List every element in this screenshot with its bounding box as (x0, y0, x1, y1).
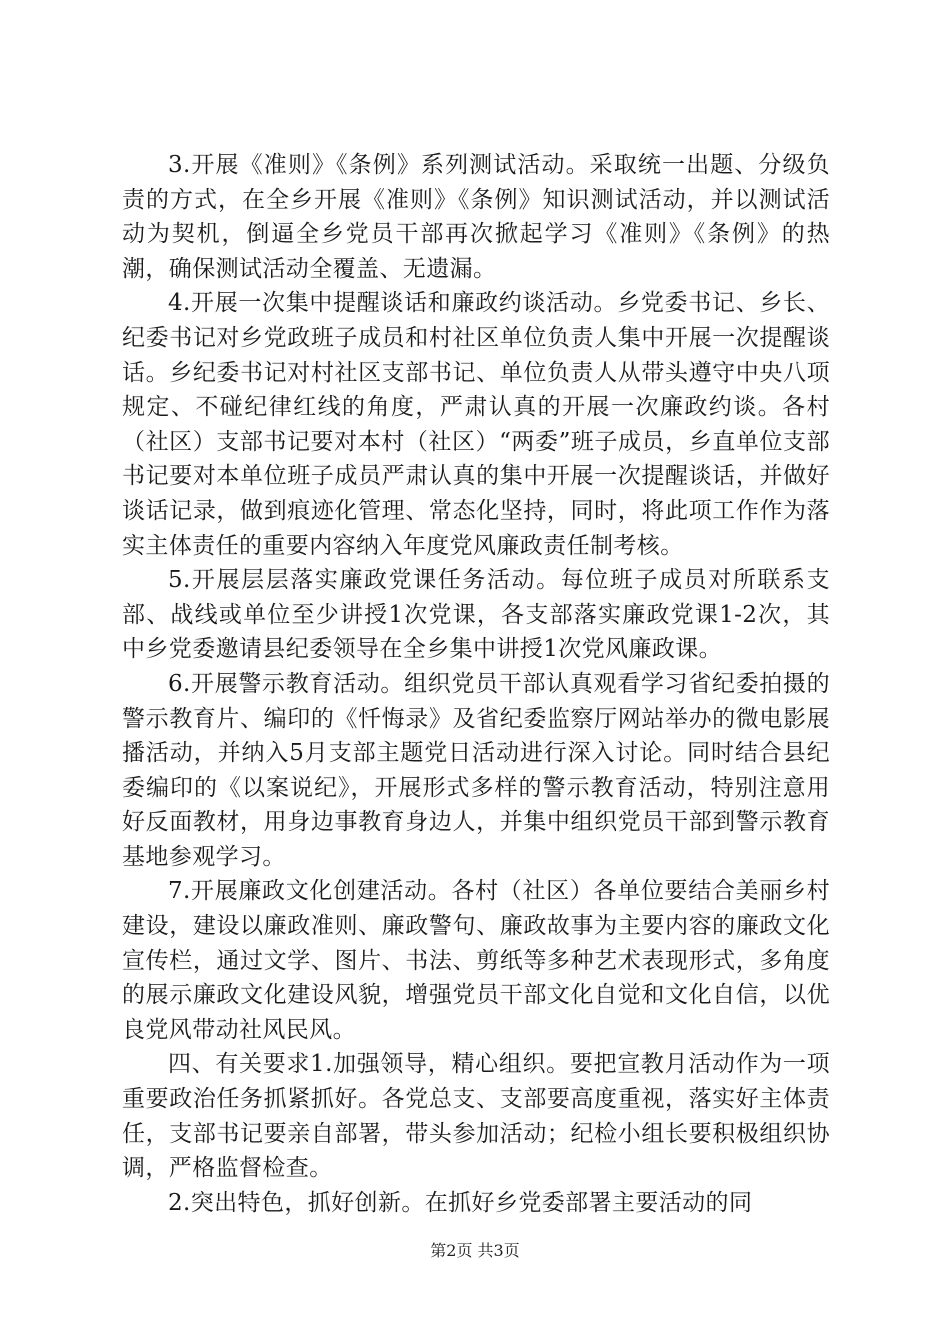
paragraph-item-3: 3.开展《准则》《条例》系列测试活动。采取统一出题、分级负责的方式，在全乡开展《准则》《条例》知识测试活动，并以测试活动为契机，倒逼全乡党员干部再次掀起学习《准则》《条例》的热潮，确保测试活动全覆盖、无遗漏。 (122, 152, 830, 282)
paragraph-item-7: 7.开展廉政文化创建活动。各村（社区）各单位要结合美丽乡村建设，建设以廉政准则、廉政警句、廉政故事为主要内容的廉政文化宣传栏，通过文学、图片、书法、剪纸等多种艺术表现形式，多角度的展示廉政文化建设风貌，增强党员干部文化自觉和文化自信，以优良党风带动社风民风。 (122, 878, 830, 1043)
paragraph-item-4: 4.开展一次集中提醒谈话和廉政约谈活动。乡党委书记、乡长、纪委书记对乡党政班子成员和村社区单位负责人集中开展一次提醒谈话。乡纪委书记对村社区支部书记、单位负责人从带头遵守中央八项规定、不碰纪律红线的角度，严肃认真的开展一次廉政约谈。各村（社区）支部书记要对本村（社区）“两委”班子成员，乡直单位支部书记要对本单位班子成员严肃认真的集中开展一次提醒谈话，并做好谈话记录，做到痕迹化管理、常态化坚持，同时，将此项工作作为落实主体责任的重要内容纳入年度党风廉政责任制考核。 (122, 290, 830, 559)
paragraph-requirements: 四、有关要求1.加强领导，精心组织。要把宣教月活动作为一项重要政治任务抓紧抓好。各党总支、支部要高度重视，落实好主体责任，支部书记要亲自部署，带头参加活动；纪检小组长要积极组织协调，严格监督检查。 (122, 1051, 830, 1182)
paragraph-item-6: 6.开展警示教育活动。组织党员干部认真观看学习省纪委拍摄的警示教育片、编印的《忏悔录》及省纪委监察厅网站举办的微电影展播活动，并纳入5月支部主题党日活动进行深入讨论。同时结合县纪委编印的《以案说纪》，开展形式多样的警示教育活动，特别注意用好反面教材，用身边事教育身边人，并集中组织党员干部到警示教育基地参观学习。 (122, 670, 830, 870)
page-footer: 第2页 共3页 (430, 1241, 520, 1260)
paragraph-requirement-2: 2.突出特色，抓好创新。在抓好乡党委部署主要活动的同 (168, 1189, 753, 1216)
document-body (122, 148, 830, 1220)
paragraph-item-5: 5.开展层层落实廉政党课任务活动。每位班子成员对所联系支部、战线或单位至少讲授1次党课，各支部落实廉政党课1-2次，其中乡党委邀请县纪委领导在全乡集中讲授1次党风廉政课。 (122, 567, 830, 663)
